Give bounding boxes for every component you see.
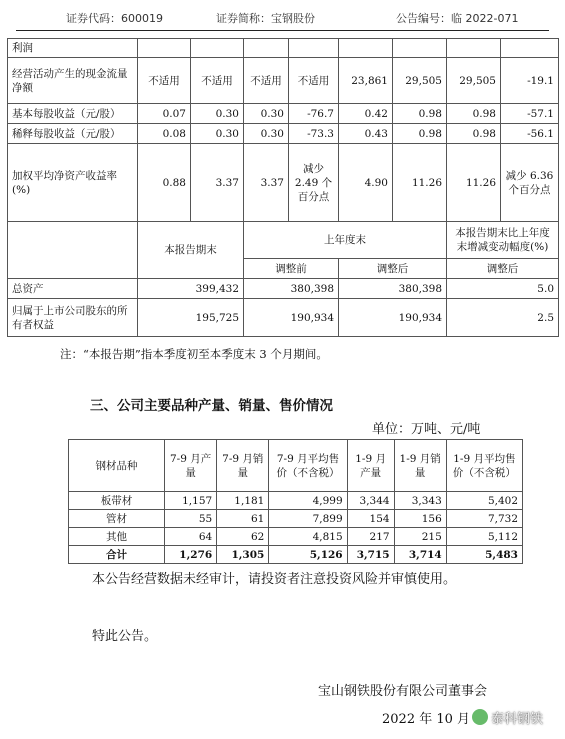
closing-notice: 特此公告。 xyxy=(92,629,158,644)
product-output-table xyxy=(68,439,523,564)
prior-year-end-header: 上年度末 xyxy=(244,222,447,259)
header-product: 钢材品种 xyxy=(69,440,165,492)
table-row: 经营活动产生的现金流量净额 不适用 不适用 不适用 不适用 23,861 29,505 29,505 -19.1 xyxy=(8,58,559,104)
row-label: 稀释每股收益（元/股） xyxy=(8,124,138,144)
table-row: 板带材 1,157 1,181 4,999 3,344 3,343 5,402 xyxy=(69,492,523,510)
table-row: 总资产 399,432 380,398 380,398 5.0 xyxy=(8,279,559,299)
section-title: 三、公司主要品种产量、销量、售价情况 xyxy=(90,398,333,414)
header-ytd-output: 1-9 月产量 xyxy=(347,440,394,492)
header-q3-sales: 7-9 月销量 xyxy=(217,440,269,492)
header-ytd-price: 1-9 月平均售价（不含税） xyxy=(446,440,522,492)
watermark-text: 泰科钢铁 xyxy=(491,712,544,727)
financial-data-table xyxy=(7,38,559,337)
row-label: 归属于上市公司股东的所有者权益 xyxy=(8,299,138,337)
header-ytd-sales: 1-9 月销量 xyxy=(394,440,446,492)
change-adjusted-header: 调整后 xyxy=(447,259,559,279)
table-row: 基本每股收益（元/股） 0.07 0.30 0.30 -76.7 0.42 0.98 0.98 -57.1 xyxy=(8,104,559,124)
section-label-profit: 利润 xyxy=(8,39,138,58)
before-adjustment-header: 调整前 xyxy=(244,259,339,279)
change-header: 本报告期末比上年度末增减变动幅度(%) xyxy=(447,222,559,259)
audit-statement: 本公告经营数据未经审计，请投资者注意投资风险并审慎使用。 xyxy=(92,572,457,587)
table-row: 管材 55 61 7,899 154 156 7,732 xyxy=(69,510,523,528)
table-row: 其他 64 62 4,815 217 215 5,112 xyxy=(69,528,523,546)
wechat-logo-icon xyxy=(472,709,488,725)
row-label: 总资产 xyxy=(8,279,138,299)
table-row: 稀释每股收益（元/股） 0.08 0.30 0.30 -73.3 0.43 0.98 0.98 -56.1 xyxy=(8,124,559,144)
header-q3-price: 7-9 月平均售价（不含税） xyxy=(269,440,347,492)
page-header xyxy=(16,0,549,31)
row-label: 基本每股收益（元/股） xyxy=(8,104,138,124)
unit-label: 单位：万吨、元/吨 xyxy=(372,422,481,437)
table-row: 归属于上市公司股东的所有者权益 195,725 190,934 190,934 2.5 xyxy=(8,299,559,337)
stock-code: 证券代码：600019 xyxy=(66,12,163,25)
issuer-name: 宝山钢铁股份有限公司董事会 xyxy=(318,684,488,699)
issue-date: 2022 年 10 月 xyxy=(382,712,471,727)
stock-short-name: 证券简称：宝钢股份 xyxy=(216,12,315,25)
row-label: 经营活动产生的现金流量净额 xyxy=(8,58,138,104)
after-adjustment-header: 调整后 xyxy=(339,259,447,279)
current-period-end-header: 本报告期末 xyxy=(138,222,244,279)
header-q3-output: 7-9 月产量 xyxy=(165,440,217,492)
notice-number: 公告编号：临 2022-071 xyxy=(396,12,519,25)
table-note: 注：“本报告期”指本季度初至本季度末 3 个月期间。 xyxy=(60,347,328,361)
table-total-row: 合计 1,276 1,305 5,126 3,715 3,714 5,483 xyxy=(69,546,523,564)
row-label: 加权平均净资产收益率(%) xyxy=(8,144,138,222)
table-row: 加权平均净资产收益率(%) 0.88 3.37 3.37 减少 2.49 个百分点 4.90 11.26 11.26 减少 6.36 个百分点 xyxy=(8,144,559,222)
